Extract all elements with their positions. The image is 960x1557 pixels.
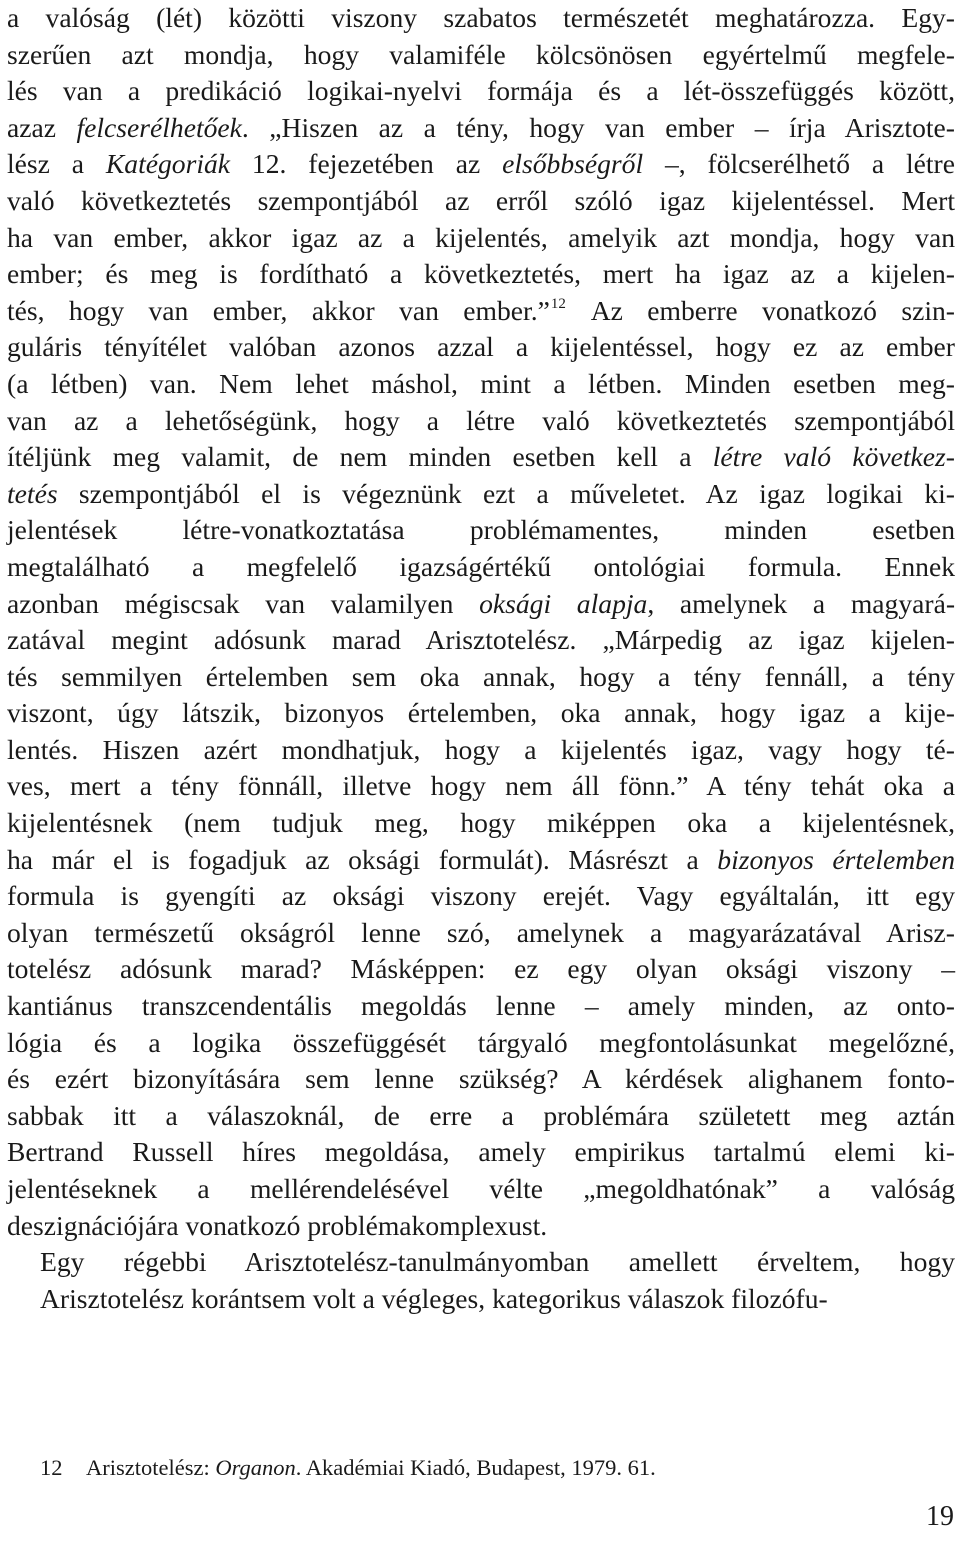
footnote-number: 12 bbox=[40, 1455, 63, 1480]
text-line: totelész adósunk marad? Másképpen: ez egy olyan oksági viszony – bbox=[7, 953, 955, 985]
text-line: Arisztotelész korántsem volt a végleges, kategorikus válaszok filozófu- bbox=[40, 1282, 828, 1314]
paragraph-2 bbox=[7, 1244, 955, 1317]
italic-text: tetés bbox=[7, 477, 58, 509]
text-line: tetés szempontjából el is végeznünk ezt a műveletet. Az igaz logikai ki- bbox=[7, 477, 955, 509]
text-line: Bertrand Russell híres megoldása, amely empirikus tartalmú elemi ki- bbox=[7, 1136, 955, 1168]
text-line: kantiánus transzcendentális megoldás lenne – amely minden, az onto- bbox=[7, 990, 955, 1022]
text-line: lentés. Hiszen azért mondhatjuk, hogy a kijelentés igaz, vagy hogy té- bbox=[7, 733, 955, 765]
text-line: a valóság (lét) közötti viszony szabatos természetét meghatározza. Egy- bbox=[7, 2, 955, 33]
text-line: ha már el is fogadjuk az oksági formulát). Másrészt a bizonyos értelemben bbox=[7, 843, 955, 875]
italic-text: Organon bbox=[215, 1455, 296, 1480]
italic-text: Katégoriák bbox=[105, 148, 231, 180]
text-line: lész a Katégoriák 12. fejezetében az elsőbbségről –, fölcserélhető a létre bbox=[7, 148, 955, 180]
text-line: viszont, úgy látszik, bizonyos értelemben, oka annak, hogy igaz a kije- bbox=[7, 697, 955, 729]
text-line: ha van ember, akkor igaz az a kijelentés, amelyik azt mondja, hogy van bbox=[7, 221, 955, 253]
footnote bbox=[40, 1453, 656, 1483]
text-line: tés, hogy van ember, akkor van ember.”$^{12}$ Az emberre vonatkozó szin- bbox=[7, 294, 955, 326]
text-line: lés van a predikáció logikai-nyelvi formája és a lét-összefüggés között, bbox=[7, 75, 955, 107]
text-line: ves, mert a tény fönnáll, illetve hogy nem áll fönn.” A tény tehát oka a bbox=[7, 770, 955, 802]
paragraph-1 bbox=[7, 0, 955, 1244]
text-line: megtalálható a megfelelő igazságértékű ontológiai formula. Ennek bbox=[7, 550, 955, 582]
text-line: guláris tényítélet valóban azonos azzal a kijelentéssel, hogy ez az ember bbox=[7, 331, 955, 363]
text-line: szerűen azt mondja, hogy valamiféle kölcsönösen egyértelmű megfele- bbox=[7, 38, 955, 70]
text-line: tés semmilyen értelemben sem oka annak, hogy a tény fennáll, a tény bbox=[7, 660, 955, 692]
italic-text: bizonyos értelemben bbox=[717, 843, 955, 875]
italic-text: felcserélhetőek bbox=[76, 111, 242, 143]
text-line: azaz felcserélhetőek. „Hiszen az a tény, hogy van ember – írja Arisztote- bbox=[7, 111, 955, 143]
text-line: jelentéseknek a mellérendelésével vélte „megoldhatónak” a valóság bbox=[7, 1173, 955, 1204]
text-line: való következtetés szempontjából az erről szóló igaz kijelentéssel. Mert bbox=[7, 184, 955, 216]
text-line: ember; és meg is fordítható a következtetés, mert ha igaz az a kijelen- bbox=[7, 258, 955, 290]
text-line: jelentések létre-vonatkoztatása problémamentes, minden esetben bbox=[7, 514, 955, 546]
text-line: sabbak itt a válaszoknál, de erre a problémára született meg aztán bbox=[7, 1099, 955, 1131]
text-line: és ezért bizonyítására sem lenne szükség? A kérdések alighanem fonto- bbox=[7, 1063, 955, 1095]
text-line: ítéljünk meg valamit, de nem minden esetben kell a létre való következ- bbox=[7, 441, 955, 473]
text-line: zatával megint adósunk marad Arisztotelész. „Márpedig az igaz kijelen- bbox=[7, 624, 955, 656]
page-number: 19 bbox=[926, 1501, 954, 1532]
italic-text: létre való következ- bbox=[712, 441, 955, 473]
text-line: formula is gyengíti az oksági viszony erejét. Vagy egyáltalán, itt egy bbox=[7, 880, 955, 912]
text-line: deszignációjára vonatkozó problémakomplexust. bbox=[7, 1209, 548, 1241]
text-line: van az a lehetőségünk, hogy a létre való következtetés szempontjából bbox=[7, 404, 955, 436]
text-line: azonban mégiscsak van valamilyen oksági alapja, amelynek a magyará- bbox=[7, 587, 956, 619]
text-line: kijelentésnek (nem tudjuk meg, hogy miképpen oka a kijelentésnek, bbox=[7, 807, 955, 839]
text-line: lógia és a logika összefüggését tárgyaló megfontolásunkat megelőzné, bbox=[7, 1026, 955, 1058]
text-line: (a létben) van. Nem lehet máshol, mint a létben. Minden esetben meg- bbox=[7, 367, 955, 399]
text-line: olyan természetű okságról lenne szó, amelynek a magyarázatával Arisz- bbox=[7, 916, 955, 948]
footnote-text: Arisztotelész: Organon. Akadémiai Kiadó, Budapest, 1979. 61. bbox=[86, 1455, 656, 1480]
text-line: Egy régebbi Arisztotelész-tanulmányomban amellett érveltem, hogy bbox=[40, 1246, 955, 1278]
italic-text: elsőbbségről bbox=[502, 148, 644, 180]
footnote-reference: 12 bbox=[550, 295, 566, 312]
page-body bbox=[7, 0, 955, 1317]
italic-text: oksági alapja bbox=[479, 587, 648, 619]
